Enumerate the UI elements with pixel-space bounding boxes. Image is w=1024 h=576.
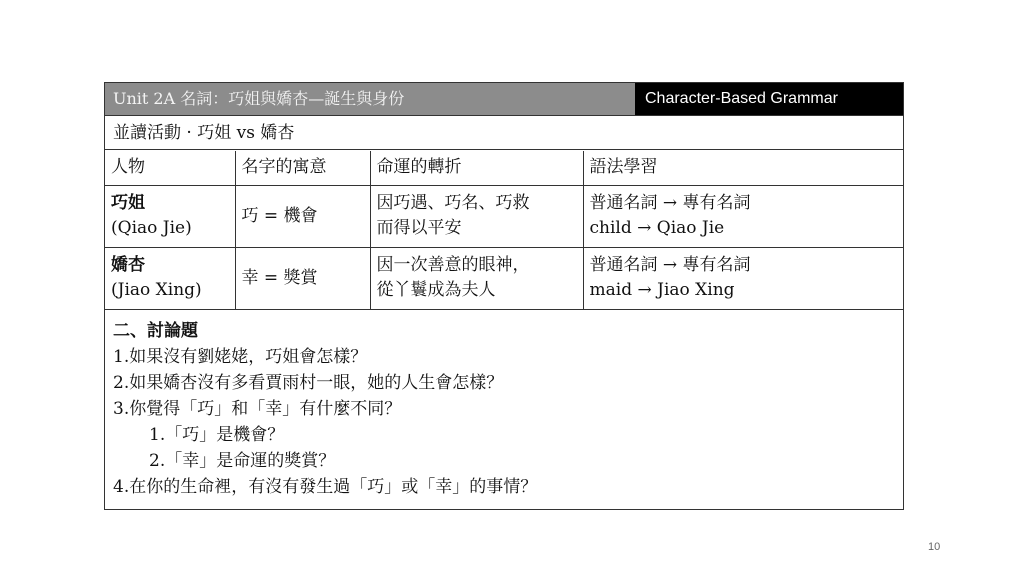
character-name-en: (Jiao Xing) (111, 280, 202, 300)
fate-line: 因巧遇、巧名、巧救 (376, 193, 530, 213)
activity-title: 並讀活動 · 巧姐 vs 嬌杏 (105, 116, 903, 150)
discussion-subquestion: 2.「幸」是命運的獎賞？ (149, 451, 336, 471)
grammar-line: maid → Jiao Xing (589, 280, 735, 300)
character-name: 巧姐 (111, 193, 145, 213)
fate-line: 從丫鬟成為夫人 (376, 280, 496, 300)
fate-line: 因一次善意的眼神， (376, 255, 530, 275)
character-cell (105, 185, 235, 247)
grammar-cell (583, 247, 903, 309)
comparison-table (105, 151, 903, 310)
brand-label: Character-Based Grammar (635, 83, 903, 115)
grammar-line: child → Qiao Jie (589, 218, 725, 238)
sheet-header (105, 83, 903, 116)
discussion-question: 3.你覺得「巧」和「幸」有什麼不同？ (113, 399, 402, 419)
table-header-row (105, 151, 903, 185)
grammar-line: 普通名詞 → 專有名詞 (589, 193, 751, 213)
discussion-section (105, 312, 903, 506)
lesson-sheet (104, 82, 904, 510)
column-header: 命運的轉折 (370, 151, 583, 185)
table-row (105, 185, 903, 247)
fate-cell (370, 185, 583, 247)
unit-title: Unit 2A 名詞：巧姐與嬌杏—誕生與身份 (105, 83, 635, 115)
discussion-question: 2.如果嬌杏沒有多看賈雨村一眼，她的人生會怎樣？ (113, 373, 504, 393)
fate-line: 而得以平安 (376, 218, 462, 238)
discussion-subquestion: 1.「巧」是機會？ (149, 425, 285, 445)
character-cell (105, 247, 235, 309)
grammar-cell (583, 185, 903, 247)
column-header: 語法學習 (583, 151, 903, 185)
column-header: 人物 (105, 151, 235, 185)
meaning-cell: 巧 = 機會 (235, 185, 370, 247)
fate-cell (370, 247, 583, 309)
character-name-en: (Qiao Jie) (111, 218, 192, 238)
discussion-question: 1.如果沒有劉姥姥，巧姐會怎樣？ (113, 347, 368, 367)
table-row (105, 247, 903, 309)
column-header: 名字的寓意 (235, 151, 370, 185)
character-name: 嬌杏 (111, 255, 145, 275)
meaning-cell: 幸 = 獎賞 (235, 247, 370, 309)
grammar-line: 普通名詞 → 專有名詞 (589, 255, 751, 275)
discussion-question: 4.在你的生命裡，有沒有發生過「巧」或「幸」的事情？ (113, 477, 538, 497)
discussion-heading: 二、討論題 (113, 321, 198, 341)
page-number: 10 (928, 541, 941, 553)
